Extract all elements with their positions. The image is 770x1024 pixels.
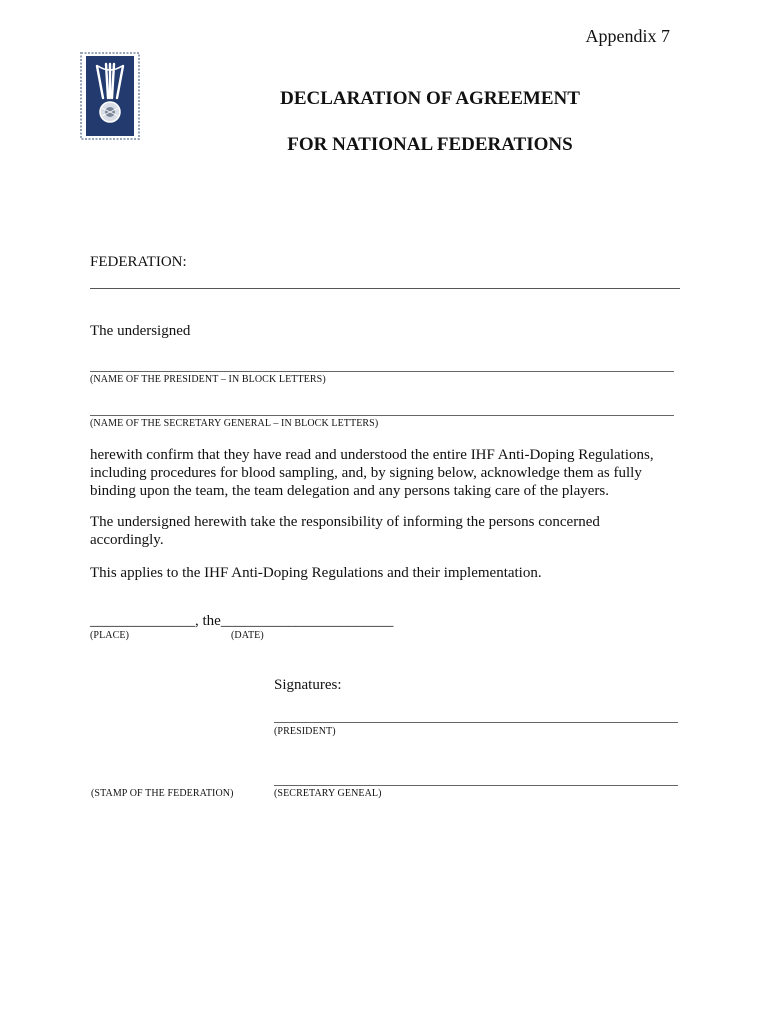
undersigned-label: The undersigned xyxy=(90,323,191,339)
secretary-name-caption: (NAME OF THE SECRETARY GENERAL – IN BLOCK LETTERS) xyxy=(90,418,379,429)
federation-field-line[interactable] xyxy=(90,288,680,289)
president-signature-line[interactable] xyxy=(274,722,678,723)
confirmation-paragraph: herewith confirm that they have read and understood the entire IHF Anti-Doping Regulations, including procedures for blood sampling, and, by signing below, acknowledge them as fully binding upon the team, the team delegation and any persons taking care of the players. xyxy=(90,447,654,499)
federation-label: FEDERATION: xyxy=(90,254,187,270)
place-caption: (PLACE) xyxy=(90,630,130,641)
stamp-caption: (STAMP OF THE FEDERATION) xyxy=(91,788,234,799)
document-title: DECLARATION OF AGREEMENT xyxy=(280,88,580,109)
appendix-label: Appendix 7 xyxy=(585,26,670,46)
date-caption: (DATE) xyxy=(231,630,264,641)
signatures-label: Signatures: xyxy=(274,677,342,693)
document-subtitle: FOR NATIONAL FEDERATIONS xyxy=(287,134,573,155)
president-name-caption: (NAME OF THE PRESIDENT – IN BLOCK LETTERS) xyxy=(90,374,326,385)
place-date-line[interactable]: ______________, the_______________________ xyxy=(90,613,394,629)
applies-paragraph: This applies to the IHF Anti-Doping Regulations and their implementation. xyxy=(90,565,542,581)
president-name-line[interactable] xyxy=(90,371,674,372)
secretary-name-line[interactable] xyxy=(90,415,674,416)
president-signature-caption: (PRESIDENT) xyxy=(274,726,336,737)
secretary-signature-caption: (SECRETARY GENEAL) xyxy=(274,788,382,799)
responsibility-paragraph: The undersigned herewith take the responsibility of informing the persons concerned accordingly. xyxy=(90,514,600,548)
secretary-signature-line[interactable] xyxy=(274,785,678,786)
